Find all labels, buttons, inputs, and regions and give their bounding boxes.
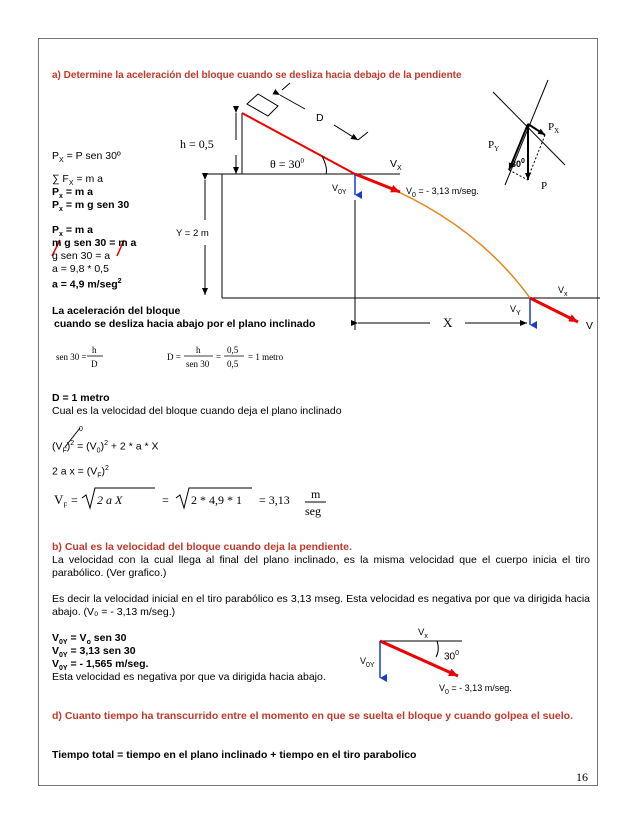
small-label-angle: $30^0$ bbox=[444, 650, 460, 663]
v0-vector-top bbox=[355, 174, 400, 192]
total-time: Tiempo total = tiempo en el plano inclinado + tiempo en el tiro parabolico bbox=[52, 749, 417, 761]
heading-a: a) Determine la aceleración del bloque cuando se desliza hacia debajo de la pendiente bbox=[52, 70, 462, 81]
para-b1: La velocidad con la cual llega al final del plano inclinado, es la misma velocidad que el cuerpo inicia el tiro parabólico. (Ver grafico.) bbox=[52, 554, 590, 579]
heading-b: b) Cual es la velocidad del bloque cuando deja la pendiente. bbox=[52, 541, 352, 553]
small-label-vx: $V_x$ bbox=[418, 627, 428, 640]
eq-vf: $(V_F)^2 = (V_0)^2 + 2 * a * X$ bbox=[52, 440, 159, 455]
d-dim-arrow-1 bbox=[280, 95, 305, 109]
v0y-eq-4: Esta velocidad es negativa por que va dirigida hacia abajo. bbox=[52, 671, 326, 683]
formula-d-eq: = bbox=[216, 352, 222, 362]
formula-d-den2: 0,5 bbox=[227, 359, 239, 369]
block bbox=[247, 94, 278, 116]
eq-sum-fx: ∑ $F_X = m$ a bbox=[52, 173, 103, 188]
label-p: P bbox=[541, 180, 548, 192]
label-x: X bbox=[443, 315, 453, 330]
eq-sqrt-eq2: = bbox=[162, 493, 169, 507]
label-vx-top: $V_X$ bbox=[390, 158, 402, 173]
formula-d-rhs: = 1 metro bbox=[248, 352, 284, 362]
formula-sen-lhs: sen 30 = bbox=[56, 352, 87, 362]
label-theta: $\theta = 30^0$ bbox=[270, 157, 305, 171]
eq-a2: a = 4,9 m/seg$^2$ bbox=[52, 278, 122, 291]
formula-sen-den: D bbox=[91, 359, 98, 369]
eq-px-2: $P_x = m$ a bbox=[52, 186, 93, 201]
para-b2: Es decir la velocidad inicial en el tiro parabólico es 3,13 mseg. Esta velocidad es negativa por que va dirigida hacia abajo. (V₀ = - 3,13 m/seg.) bbox=[52, 593, 590, 618]
v0y-eq-3: $V_{0Y}$ = - 1,565 m/seg. bbox=[52, 658, 149, 673]
page-number: 16 bbox=[576, 770, 588, 784]
eq-px-4: $P_x = m$ a bbox=[52, 224, 93, 239]
label-force-angle: $30^0$ bbox=[511, 158, 525, 169]
eq-2ax: 2 a $x = (V_F)^2$ bbox=[52, 465, 109, 480]
label-v0y-top: $V_{0Y}$ bbox=[332, 183, 347, 196]
v-vector-bottom bbox=[530, 298, 578, 322]
eq-sqrt-eq1: = bbox=[71, 493, 78, 507]
formula-sen-num: h bbox=[92, 345, 97, 355]
label-h: h = 0,5 bbox=[180, 137, 214, 151]
eq-sqrt-rad1: 2 a X bbox=[97, 493, 123, 507]
formula-d-num2: 0,5 bbox=[227, 345, 239, 355]
eq-g: g sen 30 = a bbox=[52, 250, 111, 262]
d-dim-arrow-2 bbox=[334, 125, 358, 140]
label-v-bottom: V bbox=[586, 320, 594, 332]
eq-sqrt-unit-den: seg bbox=[305, 504, 321, 518]
label-d: D bbox=[316, 112, 324, 124]
eq-sqrt-eq3: = 3,13 bbox=[259, 493, 290, 507]
question-v: Cual es la velocidad del bloque cuando deja el plano inclinado bbox=[52, 405, 342, 417]
eq-sqrt-lhs: $V_F$ bbox=[54, 492, 68, 510]
v0y-eq-1: $V_{0Y} = V_o$ sen 30 bbox=[52, 632, 127, 647]
small-label-v0: $V_0$ = - 3,13 m/seg. bbox=[439, 683, 512, 696]
formula-d-lhs: D = bbox=[167, 352, 181, 362]
eq-vf-zero: 0 bbox=[79, 426, 83, 433]
formula-d-num1: h bbox=[196, 345, 201, 355]
eq-px-1: $P_X = P$ sen 30º bbox=[52, 150, 121, 165]
eq-sqrt-unit-num: m bbox=[311, 487, 321, 501]
label-px: $P_X$ bbox=[548, 121, 560, 136]
label-y: Y = 2 m bbox=[176, 228, 209, 239]
eq-a1: a = 9,8 * 0,5 bbox=[52, 263, 109, 275]
d-result: D = 1 metro bbox=[52, 392, 110, 404]
label-vy-bottom: $V_Y$ bbox=[510, 304, 521, 317]
label-vx-bottom: $V_x$ bbox=[558, 285, 568, 298]
heading-d: d) Cuanto tiempo ha transcurrido entre el momento en que se suelta el bloque y cuando golpea el suelo. bbox=[52, 710, 574, 722]
label-py: $P_Y$ bbox=[488, 139, 500, 154]
eq-mg: m g sen 30 = m a bbox=[52, 237, 137, 249]
label-v0-top: $V_0$ = - 3,13 m/seg. bbox=[406, 186, 479, 199]
v0y-eq-2: $V_{0Y} = 3,13$ sen 30 bbox=[52, 645, 136, 660]
conclusion-a-1: La aceleración del bloque bbox=[52, 305, 181, 317]
small-label-v0y: $V_{0Y}$ bbox=[360, 656, 375, 669]
eq-px-3: $P_x = m$ g sen 30 bbox=[52, 199, 130, 214]
formula-d-den1: sen 30 bbox=[186, 359, 210, 369]
conclusion-a-2: cuando se desliza hacia abajo por el plano inclinado bbox=[54, 318, 316, 330]
eq-sqrt-rad2: 2 * 4,9 * 1 bbox=[191, 493, 242, 507]
